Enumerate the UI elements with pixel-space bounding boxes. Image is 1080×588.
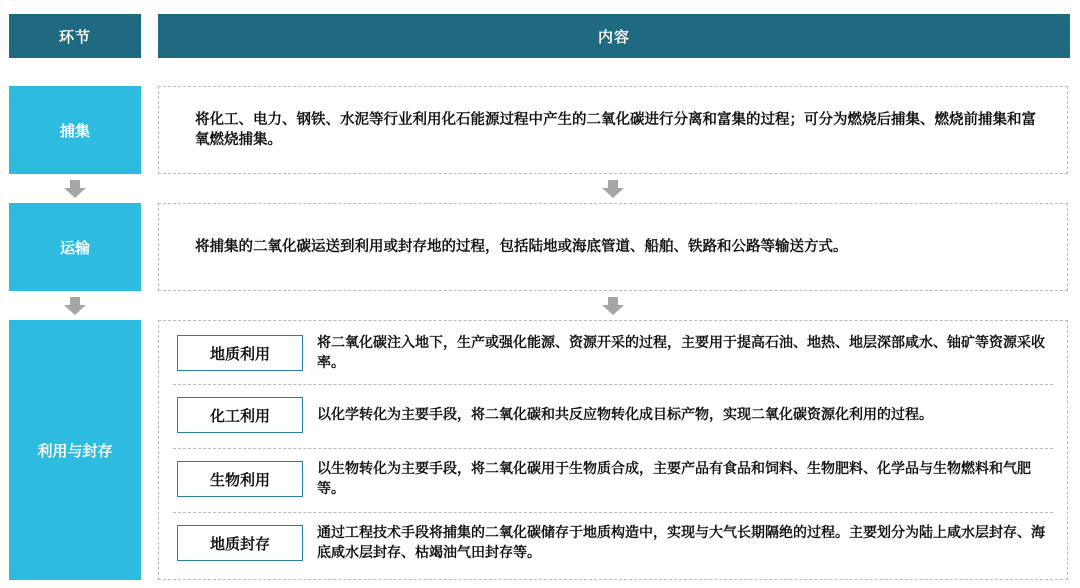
dashed-divider	[173, 448, 1053, 449]
partial-logo-icon	[956, 580, 976, 588]
transport-description: 将捕集的二氧化碳运送到利用或封存地的过程，包括陆地或海底管道、船舶、铁路和公路等输送方式。	[195, 239, 848, 255]
sub-item-label: 地质封存	[177, 525, 303, 561]
header-content-column: 内容	[158, 14, 1070, 58]
down-arrow-icon	[602, 180, 624, 198]
sub-item-description: 以化学转化为主要手段，将二氧化碳和共反应物转化成目标产物，实现二氧化碳资源化利用的过程。	[317, 407, 933, 423]
sub-item-description: 以生物转化为主要手段，将二氧化碳用于生物质合成，主要产品有食品和饲料、生物肥料、化学品与生物燃料和气肥等。	[317, 461, 1031, 497]
sub-item-label: 地质利用	[177, 335, 303, 371]
sub-item-label: 化工利用	[177, 397, 303, 433]
content-utilization-storage	[158, 320, 1068, 580]
capture-description: 将化工、电力、钢铁、水泥等行业利用化石能源过程中产生的二氧化碳进行分离和富集的过程；可分为燃烧后捕集、燃烧前捕集和富氧燃烧捕集。	[195, 112, 1036, 148]
sub-item-chemical-utilization	[177, 391, 1053, 439]
sub-item-geological-utilization	[177, 329, 1053, 377]
sub-item-biological-utilization	[177, 455, 1053, 503]
content-transport	[158, 203, 1068, 291]
sub-item-description: 将二氧化碳注入地下，生产或强化能源、资源开采的过程，主要用于提高石油、地热、地层深部咸水、铀矿等资源采收率。	[317, 335, 1045, 371]
stage-transport: 运输	[9, 203, 141, 291]
stage-capture: 捕集	[9, 86, 141, 174]
sub-item-description: 通过工程技术手段将捕集的二氧化碳储存于地质构造中，实现与大气长期隔绝的过程。主要划分为陆上咸水层封存、海底咸水层封存、枯竭油气田封存等。	[317, 525, 1045, 561]
dashed-divider	[173, 512, 1053, 513]
down-arrow-icon	[602, 297, 624, 315]
sub-item-geological-storage	[177, 519, 1053, 567]
content-capture	[158, 86, 1068, 174]
sub-item-label: 生物利用	[177, 461, 303, 497]
header-stage-column: 环节	[9, 14, 141, 58]
stage-utilization-storage: 利用与封存	[9, 320, 141, 580]
down-arrow-icon	[64, 297, 86, 315]
down-arrow-icon	[64, 180, 86, 198]
dashed-divider	[173, 384, 1053, 385]
